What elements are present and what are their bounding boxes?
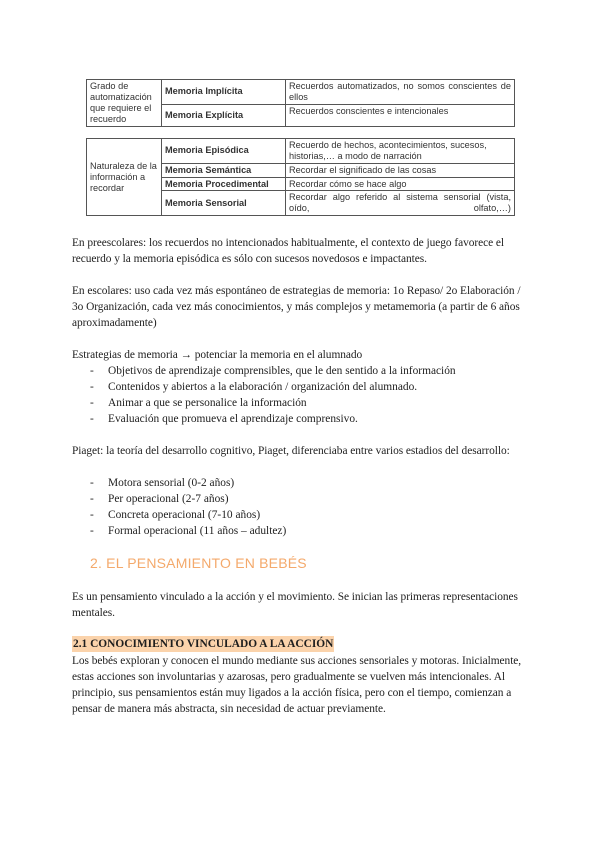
- list-marker: -: [90, 397, 94, 409]
- memory-desc-cell: Recuerdos automatizados, no somos conscientes de ellos: [286, 80, 515, 105]
- table-category-cell: Grado de automatización que requiere el recuerdo: [87, 80, 162, 127]
- table-row: [87, 139, 515, 164]
- list-item: [72, 507, 522, 523]
- memory-desc-cell: Recordar el significado de las cosas: [286, 163, 515, 177]
- list-marker: -: [90, 493, 94, 505]
- estrategias-list: [72, 363, 522, 427]
- list-item: [72, 395, 522, 411]
- memory-desc-cell: Recordar algo referido al sistema sensorial (vista, oído, olfato,…): [286, 191, 515, 216]
- memory-automation-table: [86, 79, 515, 127]
- list-marker: -: [90, 381, 94, 393]
- list-item: [72, 363, 522, 379]
- list-item-text: Motora sensorial (0-2 años): [108, 477, 235, 489]
- memory-desc-cell: Recordar cómo se hace algo: [286, 177, 515, 191]
- estadios-list: [72, 475, 522, 539]
- paragraph-escolares: En escolares: uso cada vez más espontáneo de estrategias de memoria: 1o Repaso/ 2o Elaboración / 3o Organización, cada vez más conocimientos, y más complejos y metamemoria (a partir de 6 años aproximadamente): [72, 285, 521, 329]
- memory-type-cell: Memoria Procedimental: [162, 177, 286, 191]
- subsection-heading: 2.1 CONOCIMIENTO VINCULADO A LA ACCIÓN: [73, 638, 334, 650]
- list-item: [72, 379, 522, 395]
- list-item-text: Formal operacional (11 años – adultez): [108, 525, 287, 537]
- memory-type-cell: Memoria Sensorial: [162, 191, 286, 216]
- list-item: [72, 411, 522, 427]
- memory-nature-table: [86, 138, 515, 216]
- list-item-text: Contenidos y abiertos a la elaboración / organización del alumnado.: [108, 381, 418, 393]
- list-marker: -: [90, 413, 94, 425]
- list-item-text: Evaluación que promueva el aprendizaje comprensivo.: [108, 413, 358, 425]
- list-marker: -: [90, 365, 94, 377]
- paragraph-pensamiento: Es un pensamiento vinculado a la acción y el movimiento. Se inician las primeras representaciones mentales.: [72, 591, 518, 619]
- table-category-cell: Naturaleza de la información a recordar: [87, 139, 162, 216]
- memory-type-cell: Memoria Semántica: [162, 163, 286, 177]
- paragraph-estrategias-intro: Estrategias de memoria → potenciar la memoria en el alumnado: [72, 349, 363, 361]
- list-item-text: Concreta operacional (7-10 años): [108, 509, 261, 521]
- memory-type-cell: Memoria Implícita: [162, 80, 286, 105]
- paragraph-preescolares: En preescolares: los recuerdos no intencionados habitualmente, el contexto de juego favorece el recuerdo y la memoria episódica es sólo con sucesos novedosos e impactantes.: [72, 237, 505, 265]
- table-row: [87, 80, 515, 105]
- list-item-text: Objetivos de aprendizaje comprensibles, que le den sentido a la información: [108, 365, 456, 377]
- section-heading: 2. EL PENSAMIENTO EN BEBÉS: [90, 555, 307, 571]
- memory-type-cell: Memoria Explícita: [162, 104, 286, 126]
- list-marker: -: [90, 509, 94, 521]
- list-item: [72, 491, 522, 507]
- memory-desc-cell: Recuerdo de hechos, acontecimientos, sucesos, historias,… a modo de narración: [286, 139, 515, 164]
- list-item-text: Animar a que se personalice la información: [108, 397, 307, 409]
- memory-desc-cell: Recuerdos conscientes e intencionales: [286, 104, 515, 126]
- list-item: [72, 475, 522, 491]
- list-marker: -: [90, 477, 94, 489]
- list-item: [72, 523, 522, 539]
- list-marker: -: [90, 525, 94, 537]
- paragraph-piaget-intro: Piaget: la teoría del desarrollo cognitivo, Piaget, diferenciaba entre varios estadios del desarrollo:: [72, 445, 510, 457]
- paragraph-conocimiento: Los bebés exploran y conocen el mundo mediante sus acciones sensoriales y motoras. Inicialmente, estas acciones son involuntarias y azarosas, pero gradualmente se vuelven más intencionales. Al principio, sus pensamientos están muy ligados a la acción física, pero con el tiempo, comienzan a pensar de manera más abstracta, sin necesidad de actuar previamente.: [72, 655, 522, 715]
- list-item-text: Per operacional (2-7 años): [108, 493, 229, 505]
- memory-type-cell: Memoria Episódica: [162, 139, 286, 164]
